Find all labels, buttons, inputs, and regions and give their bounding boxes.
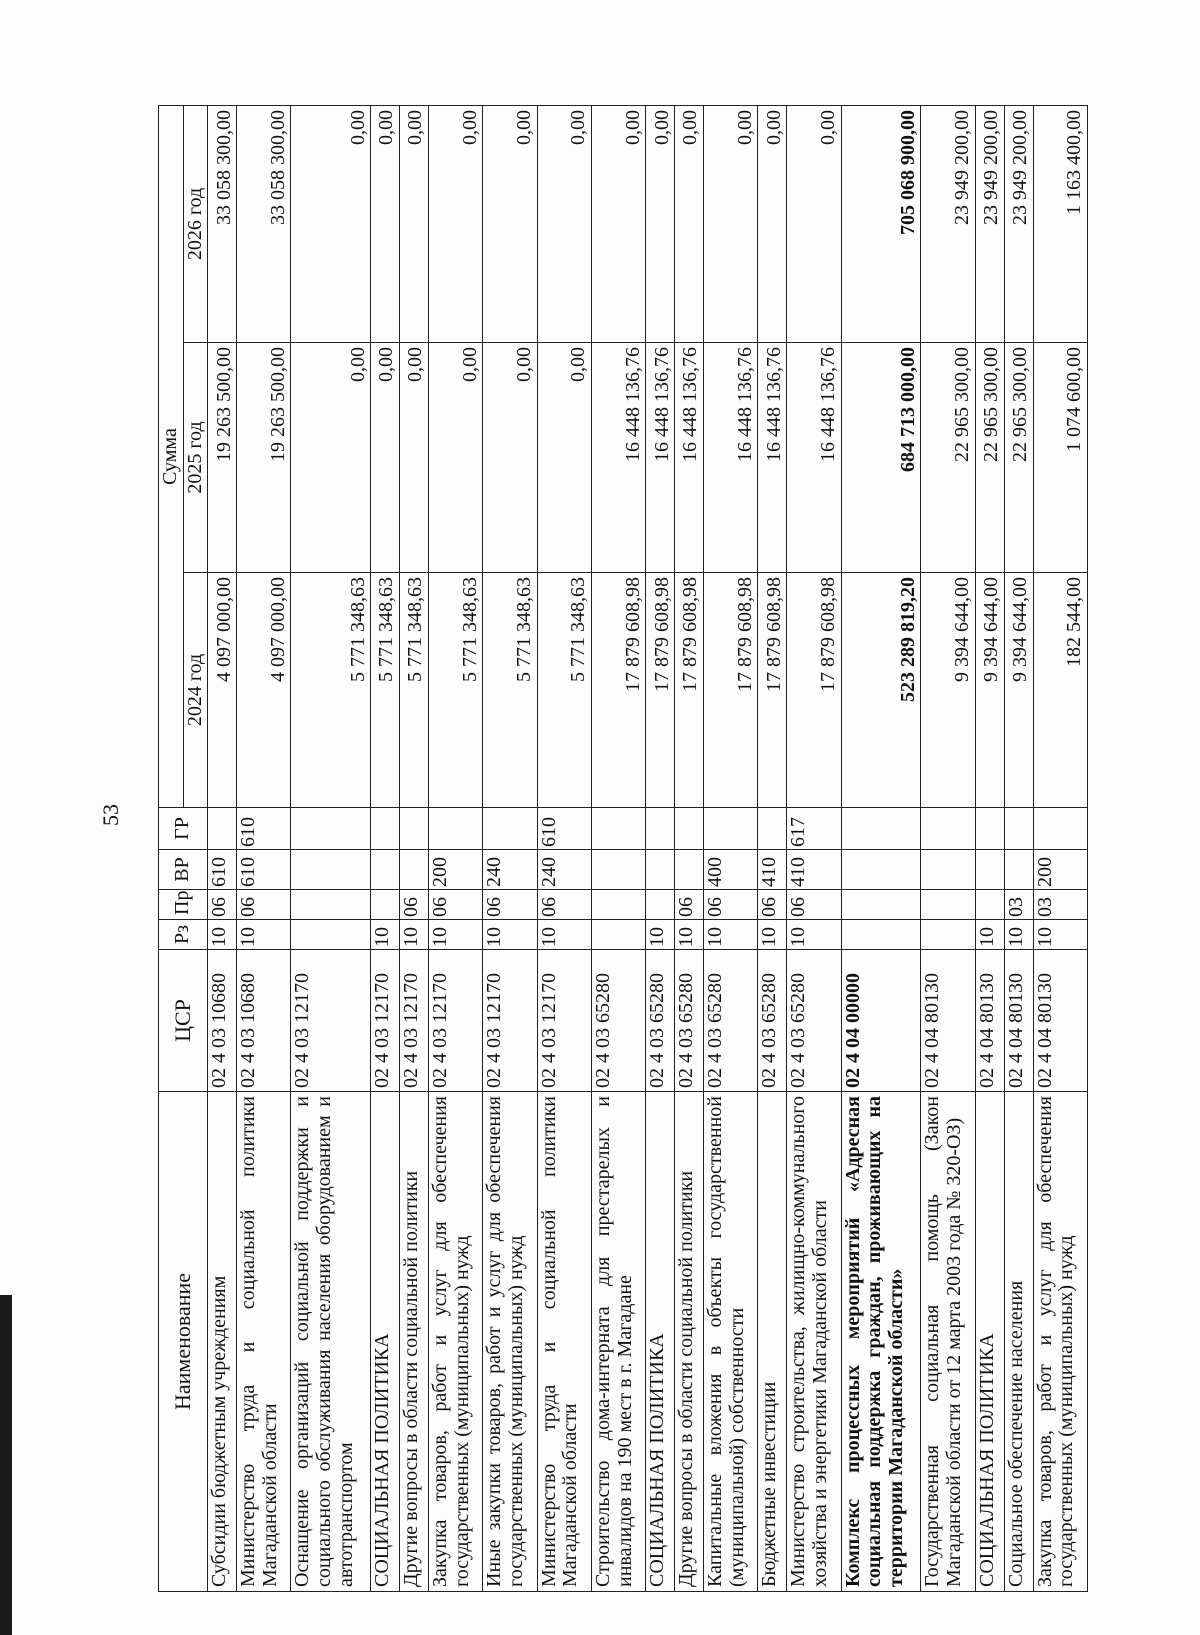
cell-vr — [675, 850, 704, 890]
cell-vr — [646, 850, 675, 890]
cell-gr — [483, 808, 537, 850]
cell-csr: 02 4 04 00000 — [841, 950, 921, 1092]
table-row — [646, 105, 675, 1591]
cell-pr — [921, 890, 975, 920]
cell-y2025: 0,00 — [483, 343, 537, 573]
table-row — [675, 105, 704, 1591]
cell-rz: 10 — [237, 920, 291, 950]
cell-rz: 10 — [704, 920, 758, 950]
cell-y2025: 19 263 500,00 — [237, 343, 291, 573]
cell-vr — [371, 850, 400, 890]
scan-binding-edge — [0, 1295, 12, 1635]
cell-name: Социальное обеспечение населения — [1004, 1092, 1033, 1592]
cell-csr: 02 4 03 65280 — [704, 950, 758, 1092]
cell-gr — [675, 808, 704, 850]
cell-y2025: 19 263 500,00 — [208, 343, 237, 573]
cell-y2026: 0,00 — [787, 105, 841, 342]
cell-name: СОЦИАЛЬНАЯ ПОЛИТИКА — [371, 1092, 400, 1592]
cell-pr — [975, 890, 1004, 920]
table-row — [537, 105, 591, 1591]
cell-vr — [591, 850, 645, 890]
cell-csr: 02 4 03 65280 — [646, 950, 675, 1092]
cell-gr — [1004, 808, 1033, 850]
cell-y2024: 17 879 608,98 — [787, 573, 841, 808]
cell-vr — [400, 850, 429, 890]
cell-y2024: 182 544,00 — [1033, 573, 1088, 808]
cell-y2026: 1 163 400,00 — [1033, 105, 1088, 342]
header-year-2024: 2024 год — [183, 573, 208, 808]
cell-y2026: 0,00 — [400, 105, 429, 342]
cell-name: Министерство строительства, жилищно-коммунального хозяйства и энергетики Магаданской области — [787, 1092, 841, 1592]
cell-pr: 06 — [400, 890, 429, 920]
cell-gr — [841, 808, 921, 850]
cell-gr: 610 — [237, 808, 291, 850]
cell-y2025: 22 965 300,00 — [1004, 343, 1033, 573]
rotated-page-content — [158, 106, 1088, 1592]
cell-y2025: 0,00 — [371, 343, 400, 573]
cell-y2026: 33 058 300,00 — [208, 105, 237, 342]
cell-rz: 10 — [787, 920, 841, 950]
cell-rz — [291, 920, 371, 950]
cell-csr: 02 4 03 12170 — [400, 950, 429, 1092]
cell-vr: 610 — [237, 850, 291, 890]
cell-rz: 10 — [537, 920, 591, 950]
cell-y2025: 0,00 — [428, 343, 482, 573]
cell-vr: 240 — [483, 850, 537, 890]
cell-vr — [291, 850, 371, 890]
cell-rz — [591, 920, 645, 950]
cell-csr: 02 4 03 12170 — [537, 950, 591, 1092]
cell-csr: 02 4 03 12170 — [371, 950, 400, 1092]
cell-pr: 06 — [537, 890, 591, 920]
cell-pr: 06 — [483, 890, 537, 920]
table-row — [208, 105, 237, 1591]
cell-y2024: 523 289 819,20 — [841, 573, 921, 808]
cell-csr: 02 4 03 12170 — [291, 950, 371, 1092]
cell-y2024: 17 879 608,98 — [591, 573, 645, 808]
cell-name: Строительство дома-интерната для престарелых и инвалидов на 190 мест в г. Магадане — [591, 1092, 645, 1592]
cell-name: Капитальные вложения в объекты государственной (муниципальной) собственности — [704, 1092, 758, 1592]
cell-csr: 02 4 03 65280 — [787, 950, 841, 1092]
cell-y2026: 0,00 — [428, 105, 482, 342]
table-row — [483, 105, 537, 1591]
header-row-top — [159, 105, 184, 1591]
cell-csr: 02 4 04 80130 — [1004, 950, 1033, 1092]
cell-y2026: 0,00 — [291, 105, 371, 342]
budget-table — [158, 105, 1088, 1592]
cell-y2025: 684 713 000,00 — [841, 343, 921, 573]
cell-name: Субсидии бюджетным учреждениям — [208, 1092, 237, 1592]
cell-y2024: 5 771 348,63 — [291, 573, 371, 808]
cell-gr — [921, 808, 975, 850]
cell-y2025: 0,00 — [291, 343, 371, 573]
cell-y2024: 5 771 348,63 — [537, 573, 591, 808]
cell-rz: 10 — [758, 920, 787, 950]
table-row — [428, 105, 482, 1591]
cell-y2025: 0,00 — [537, 343, 591, 573]
cell-csr: 02 4 03 12170 — [483, 950, 537, 1092]
header-name: Наименование — [159, 1092, 208, 1592]
header-rz: Рз — [159, 920, 208, 950]
table-row — [591, 105, 645, 1591]
cell-name: СОЦИАЛЬНАЯ ПОЛИТИКА — [975, 1092, 1004, 1592]
cell-vr: 410 — [787, 850, 841, 890]
cell-rz: 10 — [1004, 920, 1033, 950]
cell-name: Министерство труда и социальной политики Магаданской области — [537, 1092, 591, 1592]
cell-csr: 02 4 04 80130 — [975, 950, 1004, 1092]
cell-rz: 10 — [483, 920, 537, 950]
cell-y2026: 0,00 — [537, 105, 591, 342]
cell-y2026: 23 949 200,00 — [921, 105, 975, 342]
cell-y2024: 17 879 608,98 — [758, 573, 787, 808]
cell-gr — [371, 808, 400, 850]
cell-rz: 10 — [208, 920, 237, 950]
header-year-2025: 2025 год — [183, 343, 208, 573]
cell-y2025: 1 074 600,00 — [1033, 343, 1088, 573]
cell-rz: 10 — [975, 920, 1004, 950]
cell-y2026: 23 949 200,00 — [1004, 105, 1033, 342]
cell-pr: 06 — [237, 890, 291, 920]
cell-name: Государственная социальная помощь (Закон Магаданской области от 12 марта 2003 года № 320-ОЗ) — [921, 1092, 975, 1592]
cell-y2024: 9 394 644,00 — [1004, 573, 1033, 808]
cell-vr: 200 — [428, 850, 482, 890]
table-body — [208, 105, 1088, 1591]
cell-pr: 03 — [1033, 890, 1088, 920]
cell-gr — [646, 808, 675, 850]
cell-y2025: 0,00 — [400, 343, 429, 573]
cell-gr — [428, 808, 482, 850]
cell-pr: 06 — [208, 890, 237, 920]
cell-pr: 06 — [758, 890, 787, 920]
cell-rz: 10 — [646, 920, 675, 950]
cell-name: Другие вопросы в области социальной политики — [675, 1092, 704, 1592]
cell-name: Оснащение организаций социальной поддержки и социального обслуживания населения оборудованием и автотранспортом — [291, 1092, 371, 1592]
cell-pr: 03 — [1004, 890, 1033, 920]
cell-pr — [646, 890, 675, 920]
cell-csr: 02 4 04 80130 — [921, 950, 975, 1092]
cell-rz: 10 — [428, 920, 482, 950]
cell-y2024: 9 394 644,00 — [921, 573, 975, 808]
cell-pr: 06 — [428, 890, 482, 920]
cell-rz — [841, 920, 921, 950]
cell-y2024: 5 771 348,63 — [371, 573, 400, 808]
header-sum: Сумма — [159, 105, 184, 807]
table-row — [291, 105, 371, 1591]
table-row — [400, 105, 429, 1591]
cell-csr: 02 4 04 80130 — [1033, 950, 1088, 1092]
cell-vr — [1004, 850, 1033, 890]
cell-rz: 10 — [371, 920, 400, 950]
cell-y2026: 0,00 — [483, 105, 537, 342]
header-gr: ГР — [159, 808, 208, 850]
cell-rz — [921, 920, 975, 950]
cell-vr: 240 — [537, 850, 591, 890]
cell-y2026: 0,00 — [675, 105, 704, 342]
cell-name: Министерство труда и социальной политики Магаданской области — [237, 1092, 291, 1592]
table-row — [237, 105, 291, 1591]
table-row — [371, 105, 400, 1591]
table-row — [841, 105, 921, 1591]
cell-y2026: 23 949 200,00 — [975, 105, 1004, 342]
cell-y2026: 0,00 — [371, 105, 400, 342]
header-vr: ВР — [159, 850, 208, 890]
cell-gr: 617 — [787, 808, 841, 850]
cell-pr: 06 — [675, 890, 704, 920]
cell-gr — [758, 808, 787, 850]
cell-y2024: 5 771 348,63 — [400, 573, 429, 808]
header-csr: ЦСР — [159, 950, 208, 1092]
cell-gr — [400, 808, 429, 850]
cell-pr — [371, 890, 400, 920]
cell-pr — [291, 890, 371, 920]
cell-vr: 410 — [758, 850, 787, 890]
cell-y2024: 17 879 608,98 — [704, 573, 758, 808]
cell-name: Закупка товаров, работ и услуг для обеспечения государственных (муниципальных) нужд — [428, 1092, 482, 1592]
table-row — [975, 105, 1004, 1591]
header-year-2026: 2026 год — [183, 105, 208, 342]
cell-name: Закупка товаров, работ и услуг для обеспечения государственных (муниципальных) нужд — [1033, 1092, 1088, 1592]
cell-y2025: 16 448 136,76 — [758, 343, 787, 573]
cell-name: СОЦИАЛЬНАЯ ПОЛИТИКА — [646, 1092, 675, 1592]
table-row — [704, 105, 758, 1591]
cell-y2025: 22 965 300,00 — [921, 343, 975, 573]
cell-y2024: 4 097 000,00 — [237, 573, 291, 808]
cell-y2026: 0,00 — [758, 105, 787, 342]
cell-name: Комплекс процессных мероприятий «Адресная социальная поддержка граждан, проживающих на территории Магаданской области» — [841, 1092, 921, 1592]
table-row — [787, 105, 841, 1591]
table-row — [758, 105, 787, 1591]
cell-y2025: 16 448 136,76 — [787, 343, 841, 573]
cell-y2026: 33 058 300,00 — [237, 105, 291, 342]
page-number: 53 — [98, 804, 123, 826]
cell-vr: 200 — [1033, 850, 1088, 890]
cell-pr — [841, 890, 921, 920]
cell-y2026: 0,00 — [704, 105, 758, 342]
table-row — [921, 105, 975, 1591]
cell-rz: 10 — [1033, 920, 1088, 950]
cell-gr — [975, 808, 1004, 850]
cell-y2024: 5 771 348,63 — [428, 573, 482, 808]
cell-rz: 10 — [675, 920, 704, 950]
cell-y2025: 16 448 136,76 — [704, 343, 758, 573]
cell-y2026: 705 068 900,00 — [841, 105, 921, 342]
cell-vr — [841, 850, 921, 890]
cell-csr: 02 4 03 12170 — [428, 950, 482, 1092]
cell-csr: 02 4 03 65280 — [591, 950, 645, 1092]
header-pr: Пр — [159, 890, 208, 920]
cell-vr — [975, 850, 1004, 890]
cell-y2024: 5 771 348,63 — [483, 573, 537, 808]
cell-csr: 02 4 03 10680 — [208, 950, 237, 1092]
cell-y2024: 17 879 608,98 — [675, 573, 704, 808]
cell-pr — [591, 890, 645, 920]
table-row — [1033, 105, 1088, 1591]
cell-vr: 610 — [208, 850, 237, 890]
cell-y2026: 0,00 — [646, 105, 675, 342]
cell-csr: 02 4 03 65280 — [675, 950, 704, 1092]
cell-pr: 06 — [704, 890, 758, 920]
cell-gr: 610 — [537, 808, 591, 850]
cell-gr — [591, 808, 645, 850]
table-row — [1004, 105, 1033, 1591]
cell-rz: 10 — [400, 920, 429, 950]
cell-name: Иные закупки товаров, работ и услуг для обеспечения государственных (муниципальных) нужд — [483, 1092, 537, 1592]
cell-y2024: 17 879 608,98 — [646, 573, 675, 808]
cell-vr — [921, 850, 975, 890]
cell-y2024: 9 394 644,00 — [975, 573, 1004, 808]
cell-y2025: 16 448 136,76 — [675, 343, 704, 573]
cell-gr — [1033, 808, 1088, 850]
cell-csr: 02 4 03 65280 — [758, 950, 787, 1092]
cell-name: Другие вопросы в области социальной политики — [400, 1092, 429, 1592]
cell-gr — [208, 808, 237, 850]
cell-gr — [291, 808, 371, 850]
cell-y2025: 22 965 300,00 — [975, 343, 1004, 573]
cell-y2025: 16 448 136,76 — [646, 343, 675, 573]
cell-y2025: 16 448 136,76 — [591, 343, 645, 573]
cell-y2024: 4 097 000,00 — [208, 573, 237, 808]
cell-csr: 02 4 03 10680 — [237, 950, 291, 1092]
cell-y2026: 0,00 — [591, 105, 645, 342]
cell-gr — [704, 808, 758, 850]
cell-name: Бюджетные инвестиции — [758, 1092, 787, 1592]
cell-pr: 06 — [787, 890, 841, 920]
cell-vr: 400 — [704, 850, 758, 890]
